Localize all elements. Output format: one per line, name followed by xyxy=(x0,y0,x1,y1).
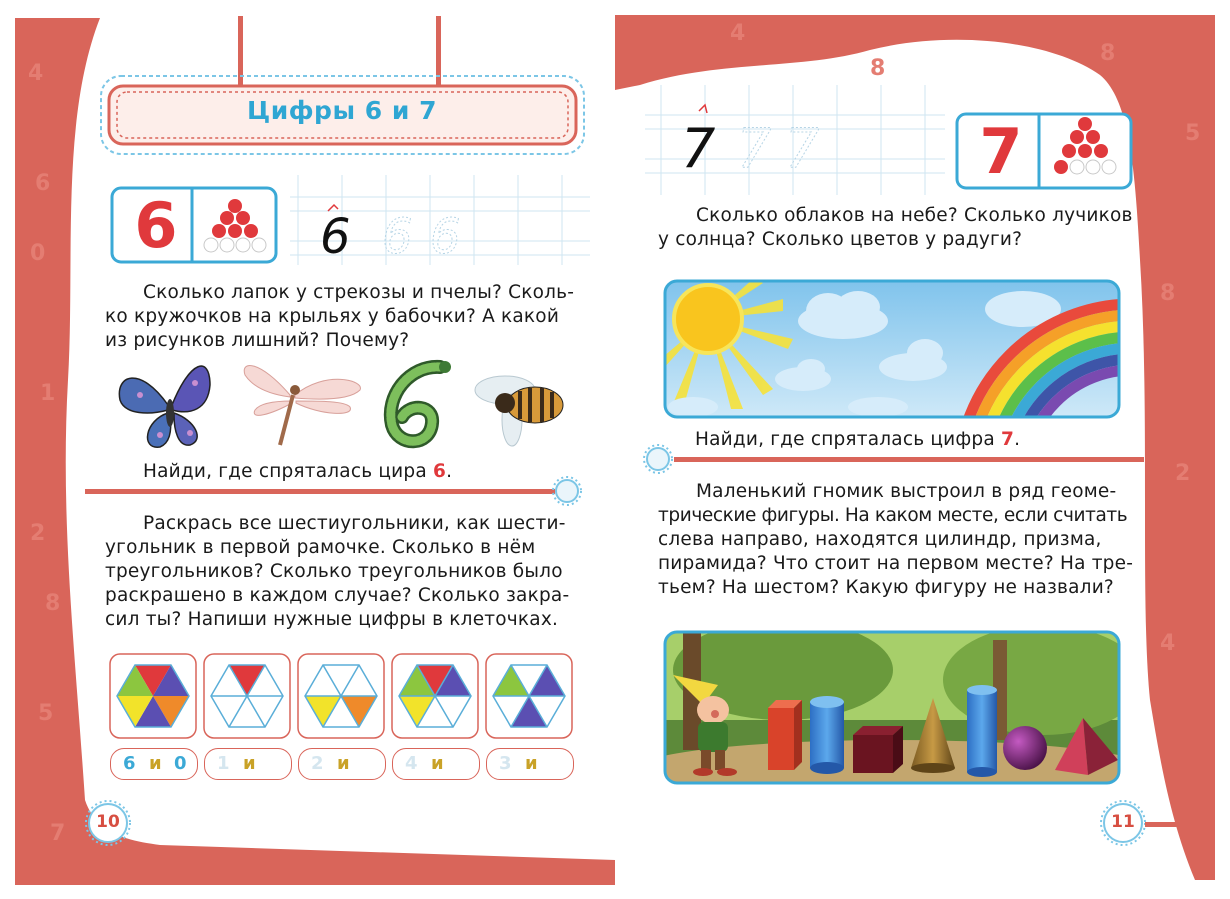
svg-text:7: 7 xyxy=(737,117,772,180)
snake-six-image xyxy=(391,361,451,441)
svg-text:5: 5 xyxy=(38,701,54,726)
svg-text:4: 4 xyxy=(1160,631,1176,656)
svg-text:8: 8 xyxy=(1160,281,1176,306)
page-number-left: 10 xyxy=(96,812,120,832)
right-page xyxy=(615,0,1230,899)
sphere-shape xyxy=(1003,726,1047,770)
answer-box[interactable]: 2 и xyxy=(298,748,386,780)
svg-text:1: 1 xyxy=(40,381,56,406)
bee-image xyxy=(475,376,563,446)
answer-box[interactable]: 6 и 0 xyxy=(110,748,198,780)
page-number-bar xyxy=(1145,822,1195,827)
gnome-shapes-picture xyxy=(663,630,1121,785)
answer-boxes xyxy=(108,748,578,784)
insect-illustrations xyxy=(110,355,580,455)
svg-text:7: 7 xyxy=(785,117,820,180)
svg-text:4: 4 xyxy=(730,21,746,46)
svg-text:0: 0 xyxy=(30,241,46,266)
svg-text:8: 8 xyxy=(870,56,886,81)
page-number-right: 11 xyxy=(1111,812,1135,832)
svg-text:2: 2 xyxy=(1175,461,1191,486)
svg-text:6: 6 xyxy=(35,171,51,196)
tracing-grid-six xyxy=(290,175,590,265)
prism-shape xyxy=(768,700,802,770)
butterfly-image xyxy=(119,366,210,447)
tall-cylinder-shape xyxy=(967,685,997,777)
tracing-grid-seven xyxy=(645,85,945,195)
cylinder-shape xyxy=(810,696,844,774)
answer-box[interactable]: 1 и xyxy=(204,748,292,780)
number-card-digit: 6 xyxy=(134,189,178,262)
page-title: Цифры 6 и 7 xyxy=(247,96,437,125)
find-seven-text: Найди, где спряталась цифра 7. xyxy=(695,429,1021,450)
svg-text:7: 7 xyxy=(681,117,716,180)
number-card-digit: 7 xyxy=(979,115,1023,188)
svg-text:6: 6 xyxy=(320,209,351,265)
section-divider xyxy=(85,476,590,508)
task-gnome: Маленький гномик выстроил в ряд геоме- трические фигуры. На каком месте, если считать слева направо, находятся цилиндр, призма, пирамида? Что стоит на первом месте? На тре- тьем? На шестом? Какую фигуру не назвали? xyxy=(658,481,1134,598)
dragonfly-image xyxy=(244,365,360,445)
svg-text:8: 8 xyxy=(1100,41,1116,66)
question-legs: Сколько лапок у стрекозы и пчелы? Сколь- ко кружочков на крыльях у бабочки? А какой из рисунков лишний? Почему? xyxy=(105,282,575,351)
svg-text:8: 8 xyxy=(45,591,61,616)
section-divider xyxy=(640,444,1145,476)
cube-shape xyxy=(853,726,903,773)
find-six-text: Найди, где спряталась цира 6. xyxy=(143,461,453,482)
svg-text:5: 5 xyxy=(1185,121,1201,146)
answer-box[interactable]: 4 и xyxy=(392,748,480,780)
svg-text:7: 7 xyxy=(50,821,66,846)
svg-text:2: 2 xyxy=(30,521,46,546)
svg-text:6: 6 xyxy=(430,209,461,265)
sky-picture xyxy=(663,279,1121,419)
answer-box[interactable]: 3 и xyxy=(486,748,574,780)
svg-text:6: 6 xyxy=(382,209,413,265)
hexagon-row xyxy=(108,652,578,742)
question-clouds: Сколько облаков на небе? Сколько лучиков у солнца? Сколько цветов у радуги? xyxy=(658,205,1133,250)
svg-text:4: 4 xyxy=(28,61,44,86)
task-hexagons: Раскрась все шестиугольники, как шести- угольник в первой рамочке. Сколько в нём треугольников? Сколько треугольников было раскрашено в каждом случае? Сколько закра- сил ты? Напиши нужные цифры в клеточках. xyxy=(105,513,570,630)
